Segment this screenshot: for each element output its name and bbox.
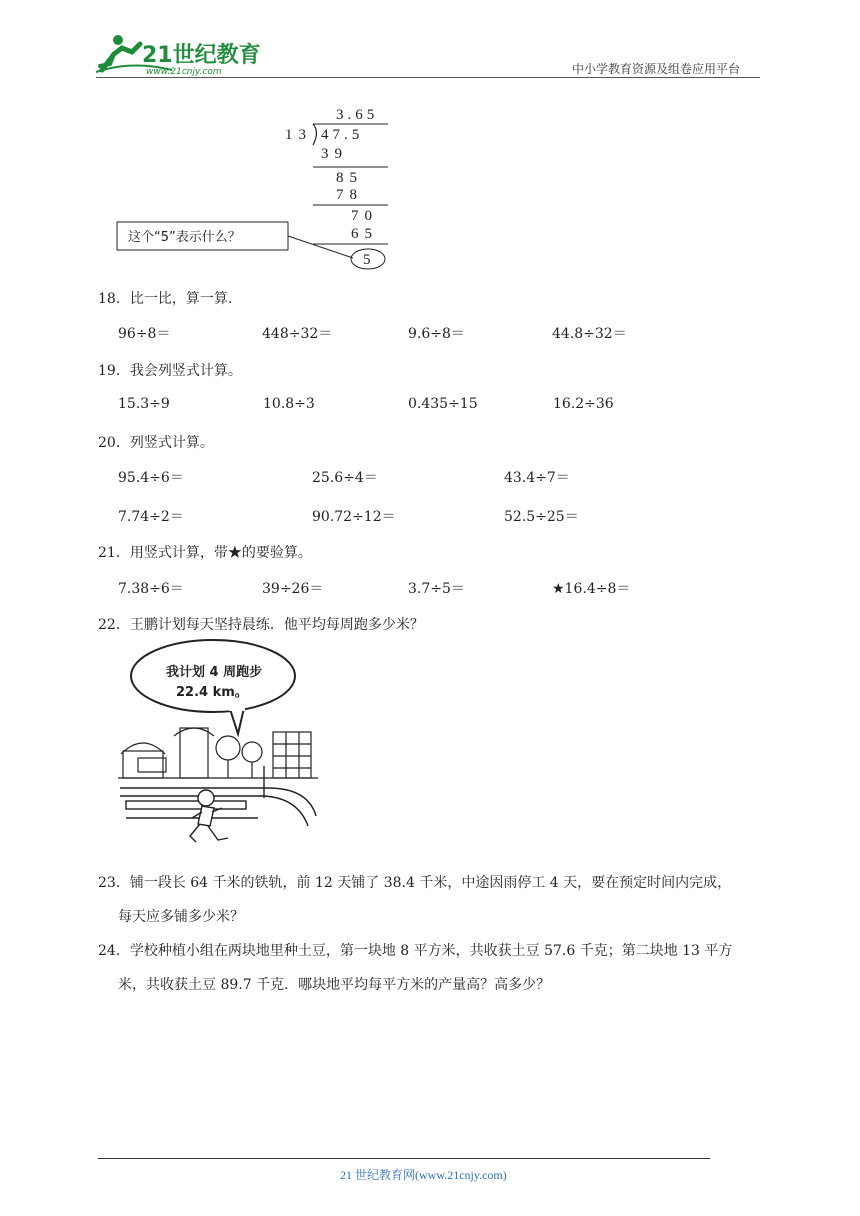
bubble-line-1: 我计划 4 周跑步 <box>166 665 263 680</box>
step-2: 85 <box>336 170 363 186</box>
runner-logo-icon <box>92 30 272 76</box>
q21-item-2: 39÷26＝ <box>262 581 324 597</box>
running-scene-illustration <box>118 636 318 850</box>
q19-title: 19．我会列竖式计算。 <box>98 363 242 379</box>
divisor: 13 <box>285 127 312 143</box>
q19-item-1: 15.3÷9 <box>118 396 170 412</box>
q18-item-1: 96÷8＝ <box>118 326 171 342</box>
header-divider <box>96 77 760 78</box>
q18-item-3: 9.6÷8＝ <box>408 326 465 342</box>
q23-line-2: 每天应多铺多少米？ <box>118 909 244 925</box>
quotient: 3.65 <box>336 107 379 123</box>
callout-pointer <box>288 236 353 258</box>
q21-title: 21．用竖式计算，带★的要验算。 <box>98 545 312 561</box>
step-3: 78 <box>336 187 363 203</box>
q18-item-4: 44.8÷32＝ <box>552 326 627 342</box>
step-1: 39 <box>321 146 348 162</box>
platform-name: 中小学教育资源及组卷应用平台 <box>572 62 741 76</box>
q21-item-3: 3.7÷5＝ <box>408 581 465 597</box>
logo-text: 21世纪教育 <box>142 43 261 68</box>
q18-item-2: 448÷32＝ <box>262 326 333 342</box>
footer-link[interactable]: 21 世纪教育网(www.21cnjy.com) <box>340 1168 507 1182</box>
background-buildings <box>118 728 318 778</box>
remainder: 5 <box>363 252 371 268</box>
long-division-figure <box>110 98 410 278</box>
bubble-line-2: 22.4 km。 <box>176 685 248 700</box>
logo-url: www.21cnjy.com <box>146 67 222 76</box>
footer-divider <box>98 1158 710 1159</box>
q20-row1-item-2: 25.6÷4＝ <box>312 470 378 486</box>
site-logo <box>92 30 272 76</box>
q19-item-4: 16.2÷36 <box>553 396 614 412</box>
q18-title: 18．比一比，算一算. <box>98 291 233 307</box>
q24-line-2: 米，共收获土豆 89.7 千克．哪块地平均每平方米的产量高？高多少？ <box>118 977 551 993</box>
q19-item-2: 10.8÷3 <box>263 396 315 412</box>
runner-boy <box>190 790 228 842</box>
q24-line-1: 24．学校种植小组在两块地里种土豆，第一块地 8 平方米，共收获土豆 57.6 千克；第二块地 13 平方 <box>98 943 733 959</box>
q20-row2-item-3: 52.5÷25＝ <box>504 509 579 525</box>
q20-row1-item-3: 43.4÷7＝ <box>504 470 570 486</box>
step-4: 70 <box>351 208 378 224</box>
dividend: 47.5 <box>321 127 364 143</box>
running-track <box>120 766 316 826</box>
q21-item-1: 7.38÷6＝ <box>118 581 184 597</box>
q21-item-4: ★16.4÷8＝ <box>552 581 631 597</box>
q20-row2-item-1: 7.74÷2＝ <box>118 509 184 525</box>
q19-item-3: 0.435÷15 <box>408 396 478 412</box>
q20-title: 20．列竖式计算。 <box>98 435 214 451</box>
q20-row1-item-1: 95.4÷6＝ <box>118 470 184 486</box>
callout-text: 这个“5”表示什么？ <box>128 230 241 245</box>
step-5: 65 <box>351 226 378 242</box>
q20-row2-item-2: 90.72÷12＝ <box>312 509 396 525</box>
q23-line-1: 23．铺一段长 64 千米的铁轨，前 12 天铺了 38.4 千米，中途因雨停工 4 天，要在预定时间内完成， <box>98 875 732 891</box>
q22-title: 22．王鹏计划每天坚持晨练．他平均每周跑多少米？ <box>98 617 424 633</box>
